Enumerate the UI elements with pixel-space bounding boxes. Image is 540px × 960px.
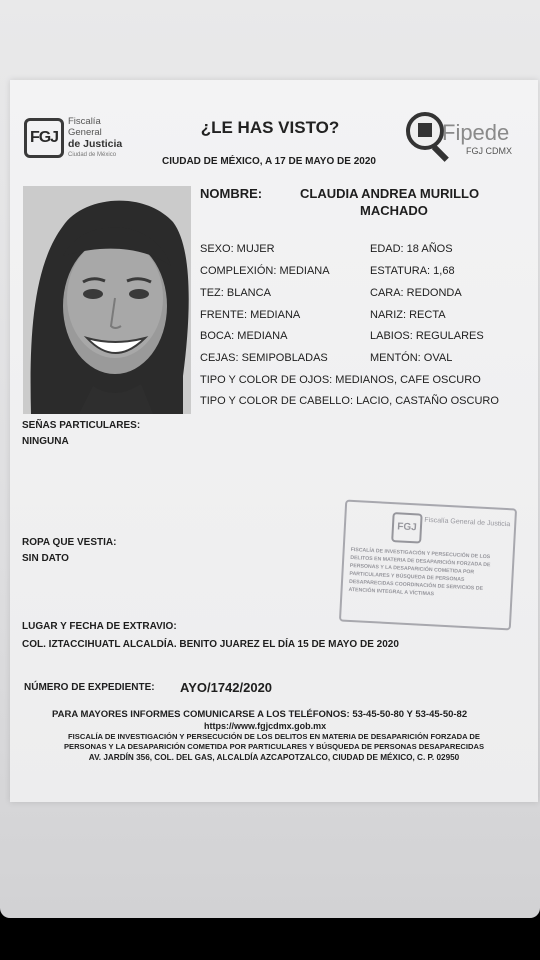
fgj-logo-mark: FGJ bbox=[24, 118, 64, 158]
name-label: NOMBRE: bbox=[200, 186, 263, 201]
fipede-logo bbox=[404, 112, 534, 162]
flyer-date: CIUDAD DE MÉXICO, A 17 DE MAYO DE 2020 bbox=[162, 156, 376, 167]
fgj-logo-line3: de Justicia bbox=[68, 138, 123, 150]
fgj-logo-line4: Ciudad de México bbox=[68, 152, 117, 158]
senas-value: NINGUNA bbox=[22, 436, 69, 447]
ropa-label: ROPA QUE VESTIA: bbox=[22, 537, 117, 548]
name-line1: CLAUDIA ANDREA MURILLO bbox=[300, 186, 480, 201]
attr-ojos: TIPO Y COLOR DE OJOS: MEDIANOS, CAFE OSCURO bbox=[200, 374, 481, 386]
ropa-value: SIN DATO bbox=[22, 553, 69, 564]
attr-cara: CARA: REDONDA bbox=[370, 287, 462, 299]
missing-person-flyer bbox=[10, 80, 538, 802]
fgj-logo-line1: Fiscalía bbox=[68, 116, 101, 127]
senas-label: SEÑAS PARTICULARES: bbox=[22, 420, 141, 431]
footer-phones: PARA MAYORES INFORMES COMUNICARSE A LOS TELÉFONOS: 53-45-50-80 Y 53-45-50-82 bbox=[52, 709, 468, 720]
footer-office-line1: FISCALÍA DE INVESTIGACIÓN Y PERSECUCIÓN DE LOS DELITOS EN MATERIA DE DESAPARICIÓN FORZADA DE bbox=[68, 732, 480, 741]
footer-url: https://www.fgjcdmx.gob.mx bbox=[204, 721, 327, 731]
fgj-logo-line2: General bbox=[68, 127, 102, 138]
expediente-value: AYO/1742/2020 bbox=[180, 680, 273, 695]
attr-sexo: SEXO: MUJER bbox=[200, 243, 275, 255]
magnifier-handle bbox=[432, 145, 449, 162]
person-photo-drawing bbox=[23, 186, 191, 414]
fgj-logo bbox=[24, 110, 174, 168]
magnifier-icon bbox=[406, 112, 444, 150]
fipede-logo-sub: FGJ CDMX bbox=[466, 146, 512, 156]
attr-cejas: CEJAS: SEMIPOBLADAS bbox=[200, 352, 328, 364]
attr-nariz: NARIZ: RECTA bbox=[370, 309, 446, 321]
footer-address: AV. JARDÍN 356, COL. DEL GAS, ALCALDÍA AZCAPOTZALCO, CIUDAD DE MÉXICO, C. P. 02950 bbox=[88, 753, 460, 762]
official-stamp bbox=[339, 500, 517, 631]
attr-estatura: ESTATURA: 1,68 bbox=[370, 265, 455, 277]
lugar-label: LUGAR Y FECHA DE EXTRAVIO: bbox=[22, 621, 177, 632]
attr-complexion: COMPLEXIÓN: MEDIANA bbox=[200, 265, 330, 277]
person-photo bbox=[23, 186, 191, 414]
attr-labios: LABIOS: REGULARES bbox=[370, 330, 484, 342]
attr-boca: BOCA: MEDIANA bbox=[200, 330, 288, 342]
attr-frente: FRENTE: MEDIANA bbox=[200, 309, 301, 321]
footer-office-line2: PERSONAS Y LA DESAPARICIÓN COMETIDA POR PARTICULARES Y BÚSQUEDA DE PERSONAS DESAPARECIDAS bbox=[63, 742, 485, 751]
attr-edad: EDAD: 18 AÑOS bbox=[370, 243, 453, 255]
attr-menton: MENTÓN: OVAL bbox=[370, 352, 453, 364]
expediente-label: NÚMERO DE EXPEDIENTE: bbox=[24, 682, 155, 693]
name-line2: MACHADO bbox=[360, 203, 428, 218]
attr-cabello: TIPO Y COLOR DE CABELLO: LACIO, CASTAÑO OSCURO bbox=[200, 395, 499, 407]
attr-tez: TEZ: BLANCA bbox=[200, 287, 271, 299]
fipede-logo-name: Fipede bbox=[442, 120, 510, 145]
flyer-title: ¿LE HAS VISTO? bbox=[200, 118, 340, 137]
stamp-body: FISCALÍA DE INVESTIGACIÓN Y PERSECUCIÓN DE LOS DELITOS EN MATERIA DE DESAPARICIÓN FORZADA DE PERSONAS Y LA DESAPARICIÓN COMETIDA POR PARTICULARES Y BÚSQUEDA DE PERSONAS DESAPARECIDAS COORDINACIÓN DE SERVICIOS DE ATENCIÓN INTEGRAL A VÍCTIMAS bbox=[348, 546, 491, 598]
stamp-title: Fiscalía General de Justicia bbox=[424, 516, 511, 529]
stamp-logo-mark: FGJ bbox=[391, 512, 423, 544]
lugar-value: COL. IZTACCIHUATL ALCALDÍA. BENITO JUAREZ EL DÍA 15 DE MAYO DE 2020 bbox=[22, 639, 399, 650]
